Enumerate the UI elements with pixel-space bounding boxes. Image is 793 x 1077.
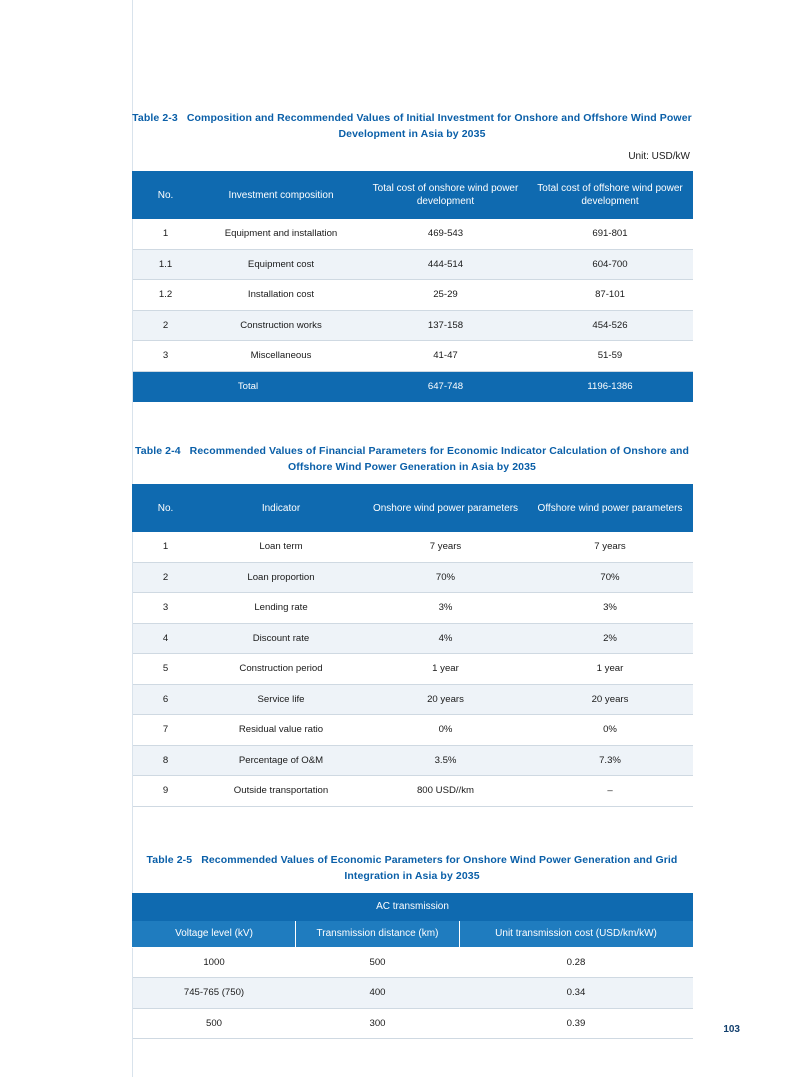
cell-indicator: Percentage of O&M xyxy=(199,745,364,776)
cell-composition: Construction works xyxy=(199,310,364,341)
cell-offshore: 20 years xyxy=(528,684,693,715)
cell-no: 1 xyxy=(133,532,199,563)
cell-onshore: 25-29 xyxy=(364,280,528,311)
cell-composition: Equipment cost xyxy=(199,249,364,280)
table-2-3-unit: Unit: USD/kW xyxy=(628,151,690,162)
cell-voltage: 745-765 (750) xyxy=(133,978,296,1009)
cell-onshore: 3% xyxy=(364,593,528,624)
cell-unit-cost: 0.34 xyxy=(460,978,693,1009)
cell-no: 2 xyxy=(133,562,199,593)
table-row xyxy=(133,623,693,654)
table-header-row xyxy=(133,920,693,947)
table-row xyxy=(133,978,693,1009)
cell-distance: 400 xyxy=(296,978,460,1009)
table-2-3-caption xyxy=(132,110,692,142)
cell-offshore: 2% xyxy=(528,623,693,654)
cell-onshore: 4% xyxy=(364,623,528,654)
table-row xyxy=(133,249,693,280)
table-row xyxy=(133,532,693,563)
column-header-onshore-parameters: Onshore wind power parameters xyxy=(364,485,528,532)
table-2-4-wrapper xyxy=(132,484,692,807)
table-2-3 xyxy=(132,171,693,402)
cell-no: 3 xyxy=(133,341,199,372)
table-group-header-row xyxy=(133,893,693,920)
page-number: 103 xyxy=(723,1024,740,1035)
table-2-5-section xyxy=(132,852,692,1040)
cell-offshore: 7.3% xyxy=(528,745,693,776)
table-row xyxy=(133,219,693,250)
cell-total-label: Total xyxy=(133,371,364,402)
cell-onshore: 7 years xyxy=(364,532,528,563)
table-2-4-caption-text: Recommended Values of Financial Parameters for Economic Indicator Calculation of Onshore and Offshore Wind Power Generation in Asia by 2035 xyxy=(189,445,689,473)
cell-offshore: 70% xyxy=(528,562,693,593)
column-header-no: No. xyxy=(133,485,199,532)
cell-no: 9 xyxy=(133,776,199,807)
cell-composition: Miscellaneous xyxy=(199,341,364,372)
cell-indicator: Loan term xyxy=(199,532,364,563)
cell-offshore: 3% xyxy=(528,593,693,624)
cell-no: 1.1 xyxy=(133,249,199,280)
cell-no: 2 xyxy=(133,310,199,341)
cell-onshore: 469-543 xyxy=(364,219,528,250)
cell-no: 5 xyxy=(133,654,199,685)
column-header-unit-transmission-cost: Unit transmission cost (USD/km/kW) xyxy=(460,920,693,947)
column-header-transmission-distance: Transmission distance (km) xyxy=(296,920,460,947)
table-total-row xyxy=(133,371,693,402)
cell-indicator: Outside transportation xyxy=(199,776,364,807)
cell-total-onshore: 647-748 xyxy=(364,371,528,402)
cell-offshore: 691-801 xyxy=(528,219,693,250)
column-header-no: No. xyxy=(133,172,199,219)
cell-offshore: 1 year xyxy=(528,654,693,685)
table-header-row xyxy=(133,172,693,219)
cell-composition: Installation cost xyxy=(199,280,364,311)
cell-distance: 500 xyxy=(296,947,460,978)
cell-onshore: 1 year xyxy=(364,654,528,685)
table-2-4 xyxy=(132,484,693,807)
table-2-5-caption xyxy=(132,852,692,884)
cell-no: 1 xyxy=(133,219,199,250)
cell-offshore: 604-700 xyxy=(528,249,693,280)
table-2-4-caption-number: Table 2-4 xyxy=(135,445,181,457)
column-header-offshore-parameters: Offshore wind power parameters xyxy=(528,485,693,532)
table-row xyxy=(133,310,693,341)
cell-onshore: 41-47 xyxy=(364,341,528,372)
cell-no: 6 xyxy=(133,684,199,715)
table-2-5-wrapper xyxy=(132,893,692,1040)
cell-offshore: 87-101 xyxy=(528,280,693,311)
cell-onshore: 444-514 xyxy=(364,249,528,280)
column-header-investment-composition: Investment composition xyxy=(199,172,364,219)
cell-indicator: Loan proportion xyxy=(199,562,364,593)
cell-no: 4 xyxy=(133,623,199,654)
cell-onshore: 70% xyxy=(364,562,528,593)
cell-indicator: Service life xyxy=(199,684,364,715)
cell-no: 3 xyxy=(133,593,199,624)
cell-onshore: 20 years xyxy=(364,684,528,715)
cell-onshore: 0% xyxy=(364,715,528,746)
table-row xyxy=(133,947,693,978)
column-header-onshore-total-cost: Total cost of onshore wind power development xyxy=(364,172,528,219)
table-2-3-caption-number: Table 2-3 xyxy=(132,112,178,124)
table-header-row xyxy=(133,485,693,532)
cell-unit-cost: 0.28 xyxy=(460,947,693,978)
cell-voltage: 500 xyxy=(133,1008,296,1039)
cell-total-offshore: 1196-1386 xyxy=(528,371,693,402)
cell-onshore: 800 USD//km xyxy=(364,776,528,807)
cell-offshore: 454-526 xyxy=(528,310,693,341)
column-header-voltage-level: Voltage level (kV) xyxy=(133,920,296,947)
column-group-header-ac-transmission: AC transmission xyxy=(133,893,693,920)
cell-indicator: Lending rate xyxy=(199,593,364,624)
cell-offshore: 51-59 xyxy=(528,341,693,372)
cell-no: 8 xyxy=(133,745,199,776)
table-row xyxy=(133,593,693,624)
cell-offshore: 7 years xyxy=(528,532,693,563)
table-row xyxy=(133,776,693,807)
cell-indicator: Residual value ratio xyxy=(199,715,364,746)
table-row xyxy=(133,684,693,715)
table-2-5-caption-number: Table 2-5 xyxy=(146,853,193,866)
table-row xyxy=(133,1008,693,1039)
table-2-4-section xyxy=(132,443,692,807)
table-row xyxy=(133,654,693,685)
cell-onshore: 3.5% xyxy=(364,745,528,776)
table-row xyxy=(133,745,693,776)
table-row xyxy=(133,341,693,372)
cell-offshore: 0% xyxy=(528,715,693,746)
cell-offshore: – xyxy=(528,776,693,807)
cell-unit-cost: 0.39 xyxy=(460,1008,693,1039)
table-row xyxy=(133,280,693,311)
table-row xyxy=(133,715,693,746)
cell-indicator: Discount rate xyxy=(199,623,364,654)
table-2-3-caption-text: Composition and Recommended Values of Initial Investment for Onshore and Offshore Wind Power Development in Asia by 2035 xyxy=(186,112,692,140)
table-2-5-caption-text: Recommended Values of Economic Parameters for Onshore Wind Power Generation and Grid Integration in Asia by 2035 xyxy=(201,853,678,882)
cell-no: 1.2 xyxy=(133,280,199,311)
cell-voltage: 1000 xyxy=(133,947,296,978)
column-header-offshore-total-cost: Total cost of offshore wind power development xyxy=(528,172,693,219)
page-content xyxy=(132,0,692,1039)
cell-composition: Equipment and installation xyxy=(199,219,364,250)
cell-distance: 300 xyxy=(296,1008,460,1039)
column-header-indicator: Indicator xyxy=(199,485,364,532)
table-2-5 xyxy=(132,893,693,1040)
table-2-3-section xyxy=(132,110,692,402)
cell-indicator: Construction period xyxy=(199,654,364,685)
cell-no: 7 xyxy=(133,715,199,746)
table-2-3-wrapper xyxy=(132,171,692,402)
cell-onshore: 137-158 xyxy=(364,310,528,341)
table-row xyxy=(133,562,693,593)
table-2-4-caption xyxy=(132,443,692,475)
